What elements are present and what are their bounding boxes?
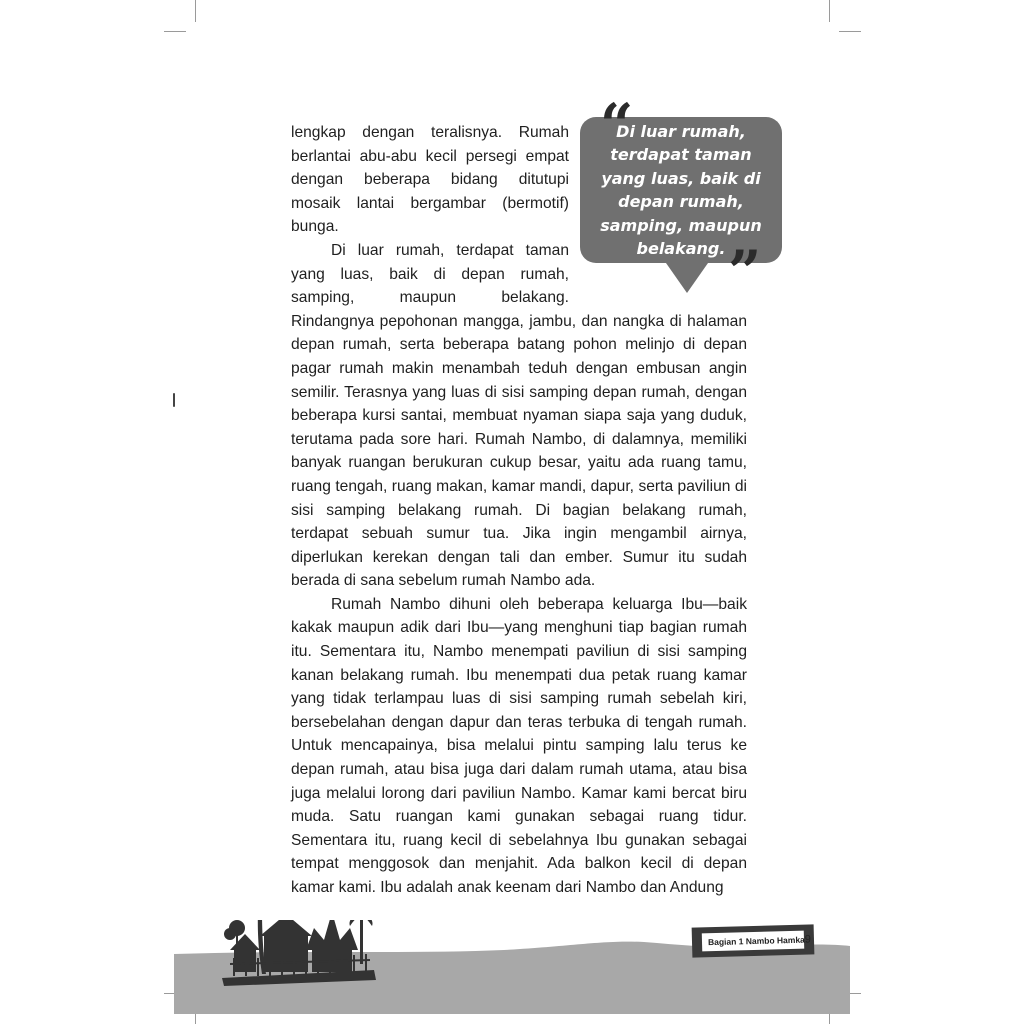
open-quote-mark-icon: “ xyxy=(600,91,634,159)
paragraph: Rumah Nambo dihuni oleh beberapa keluarga Ibu—baik kakak maupun adik dari Ibu—yang menghuni tiap bagian rumah itu. Sementara itu, Nambo menempati paviliun di sisi samping kanan belakang rumah. Ibu menempati dua petak ruang kamar yang tidak terlampau luas di sisi samping rumah sebelah kiri, bersebelahan dengan dapur dan teras terbuka di tengah rumah. Untuk mencapainya, bisa melalui pintu samping lalu terus ke depan rumah, atau bisa juga dari dalam rumah utama, atau bisa juga melalui lorong dari paviliun Nambo. Kamar kami bercat biru muda. Satu ruangan kami gunakan sebagai ruang tidur. Sementara itu, ruang kecil di sebelahnya Ibu gunakan sebagai tempat menggosok dan menjahit. Ada balkon kecil di depan kamar kami. Ibu adalah anak keenam dari Nambo dan Andung xyxy=(291,595,747,896)
paragraph: Di luar rumah, terdapat taman yang luas, baik di depan rumah, samping, maupun belakang. Rindangnya pepohonan mangga, jambu, dan nangka di halaman depan rumah, serta beberapa batang pohon melinjo di depan pagar rumah makin menambah teduh dengan embusan angin semilir. Terasnya yang luas di sisi samping depan rumah, dengan beberapa kursi santai, membuat nyaman siapa saja yang duduk, terutama pada sore hari. Rumah Nambo, di dalamnya, memiliki banyak ruangan berukuran cukup besar, yaitu ada ruang tamu, ruang tengah, ruang makan, kamar mandi, dapur, serta paviliun di sisi samping belakang rumah. Di bagian belakang rumah, terdapat sebuah sumur tua. Jika ingin mengambil airnya, diperlukan kerekan dengan tali dan ember. Sumur itu sudah berada di sana sebelum rumah Nambo ada. xyxy=(291,241,747,590)
pull-quote-text: Di luar rumah, terdapat taman yang luas, baik di depan rumah, samping, maupun belakang. xyxy=(600,121,762,258)
crop-mark xyxy=(195,0,196,22)
close-quote-mark-icon: ” xyxy=(728,238,762,306)
page-number: 9 xyxy=(804,933,812,946)
paragraph: lengkap dengan teralisnya. Rumah berlantai abu-abu kecil persegi empat dengan beberapa bidang ditutupi mosaik lantai bergambar (bermotif) bunga. xyxy=(291,124,569,236)
page-footer-tag xyxy=(692,924,815,957)
chapter-label: Bagian 1 Nambo Hamka xyxy=(707,934,805,948)
crop-mark xyxy=(164,31,186,32)
page-footer-inner xyxy=(702,931,812,952)
page-edge-mark xyxy=(173,393,175,407)
crop-mark xyxy=(839,31,861,32)
crop-mark xyxy=(829,0,830,22)
